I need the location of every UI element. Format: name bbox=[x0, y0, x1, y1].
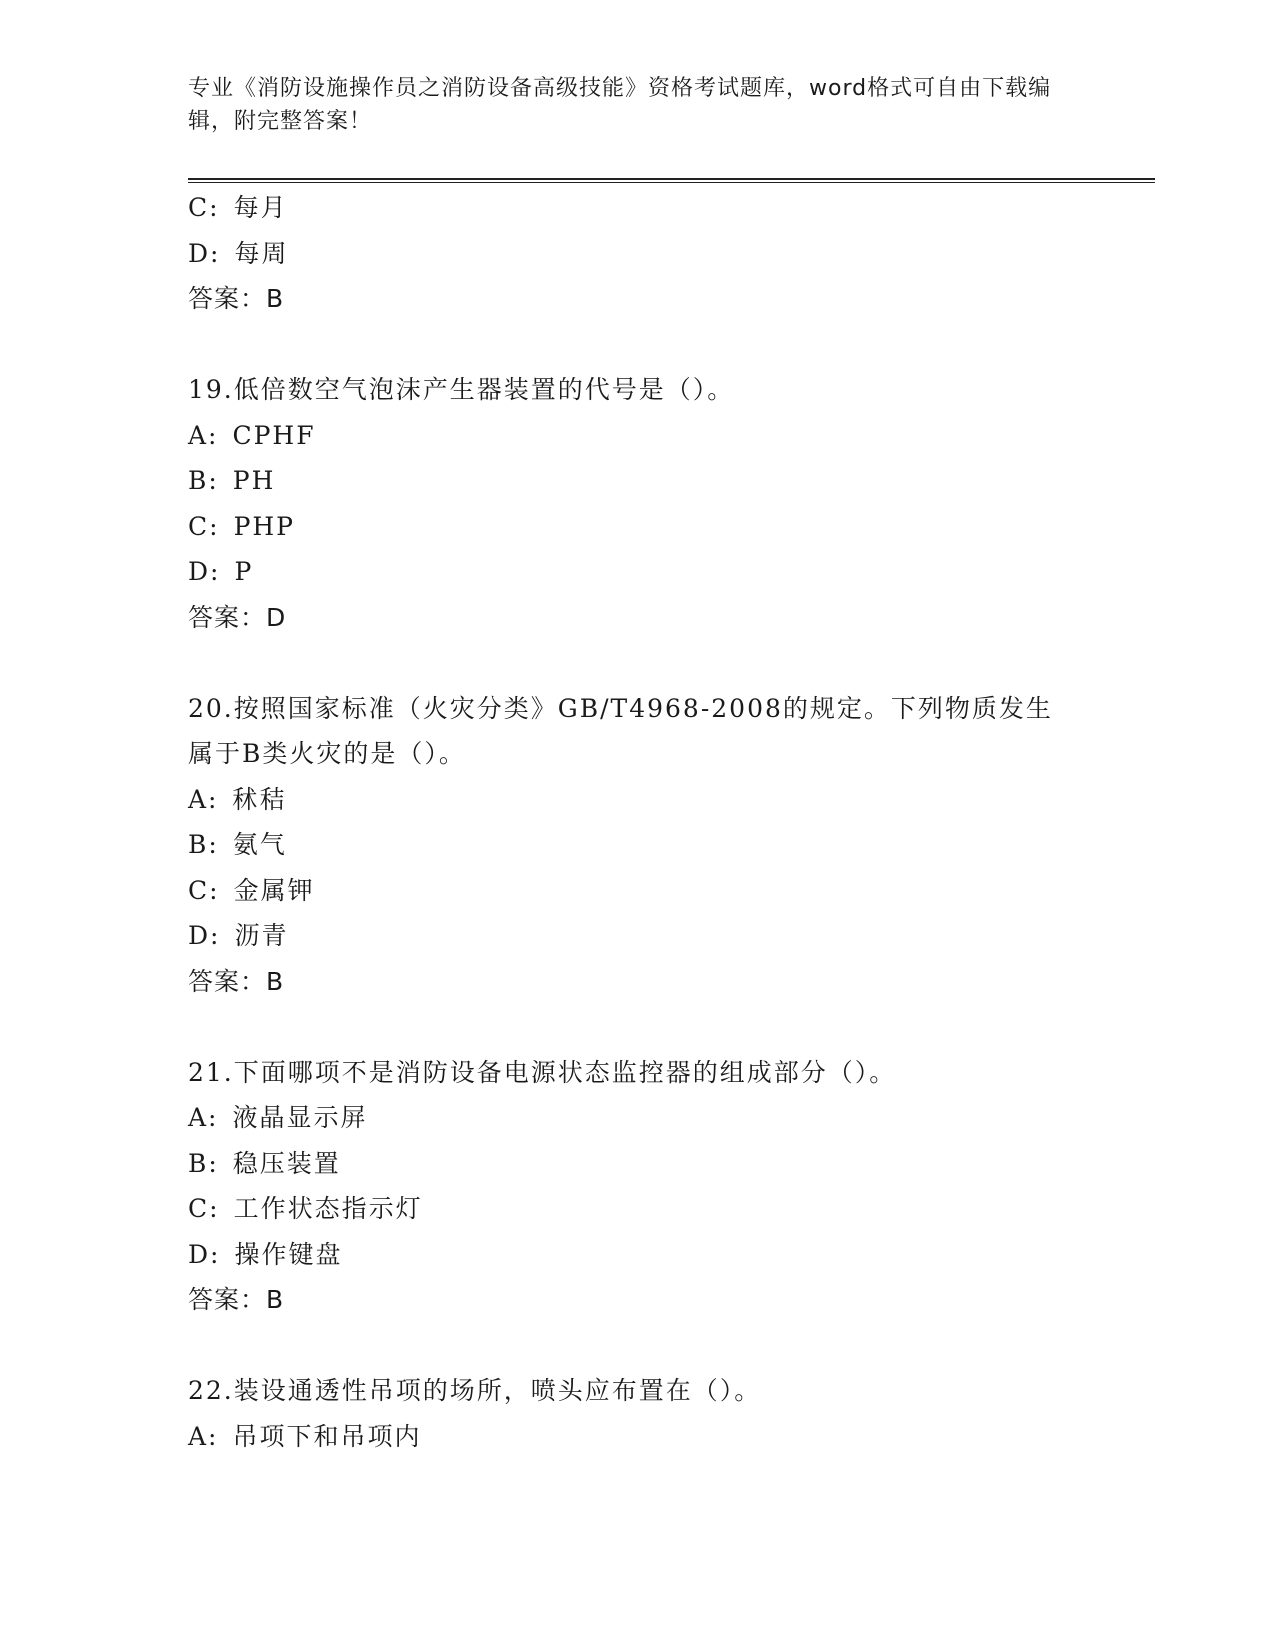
option-letter: A: bbox=[188, 420, 219, 450]
option-d bbox=[188, 913, 1088, 959]
option-letter: B: bbox=[188, 1148, 219, 1178]
option-text: 秫秸 bbox=[232, 784, 287, 814]
option-letter: A: bbox=[188, 784, 219, 814]
answer-line: 答案：B bbox=[188, 966, 285, 996]
option-text: 氨气 bbox=[232, 830, 287, 859]
question-stem: 19.低倍数空气泡沫产生器装置的代号是（）。 bbox=[188, 375, 735, 404]
answer-line: 答案：D bbox=[188, 602, 287, 632]
header-divider bbox=[188, 178, 1155, 183]
spacer bbox=[188, 1004, 1088, 1050]
question-stem: 22.装设通透性吊项的场所，喷头应布置在（）。 bbox=[188, 1376, 762, 1405]
option-letter: B: bbox=[188, 830, 219, 859]
option-text: 每周 bbox=[234, 238, 289, 268]
option-b bbox=[188, 458, 1088, 504]
option-text: 操作键盘 bbox=[234, 1239, 343, 1269]
spacer bbox=[188, 640, 1088, 686]
spacer bbox=[188, 322, 1088, 368]
answer-line: 答案：B bbox=[188, 1285, 285, 1314]
option-c bbox=[188, 185, 1088, 231]
option-letter: B: bbox=[188, 466, 219, 495]
question-stem: 20.按照国家标准（火灾分类》GB/T4968-2008的规定。下列物质发生属于B类火灾的是（）。 bbox=[188, 693, 1053, 768]
option-text: PHP bbox=[233, 511, 296, 541]
option-text: 金属钾 bbox=[233, 875, 315, 905]
option-c bbox=[188, 504, 1088, 550]
option-a bbox=[188, 1095, 1088, 1141]
option-letter: C: bbox=[188, 193, 220, 222]
option-letter: C: bbox=[188, 1194, 220, 1223]
option-letter: D: bbox=[188, 557, 221, 586]
option-text: PH bbox=[232, 466, 276, 495]
option-text: 工作状态指示灯 bbox=[233, 1194, 423, 1223]
option-letter: A: bbox=[188, 1103, 219, 1132]
option-letter: C: bbox=[188, 511, 220, 541]
option-d bbox=[188, 231, 1088, 277]
answer-line: 答案：B bbox=[188, 284, 285, 313]
option-text: 每月 bbox=[233, 193, 288, 222]
option-b bbox=[188, 822, 1088, 868]
option-text: CPHF bbox=[232, 420, 316, 450]
option-a bbox=[188, 1414, 1088, 1460]
option-text: P bbox=[234, 557, 254, 586]
spacer bbox=[188, 1323, 1088, 1369]
option-text: 沥青 bbox=[234, 921, 289, 950]
question-stem: 21.下面哪项不是消防设备电源状态监控器的组成部分（）。 bbox=[188, 1057, 897, 1087]
option-c bbox=[188, 1186, 1088, 1232]
option-letter: D: bbox=[188, 1239, 221, 1269]
option-text: 吊项下和吊项内 bbox=[232, 1421, 422, 1451]
option-letter: D: bbox=[188, 238, 221, 268]
option-a bbox=[188, 777, 1088, 823]
option-text: 液晶显示屏 bbox=[232, 1103, 368, 1132]
option-c bbox=[188, 868, 1088, 914]
option-letter: C: bbox=[188, 875, 220, 905]
option-letter: A: bbox=[188, 1421, 219, 1451]
document-header: 专业《消防设施操作员之消防设备高级技能》资格考试题库，word格式可自由下载编辑，附完整答案！ bbox=[188, 76, 1052, 134]
option-d bbox=[188, 1232, 1088, 1278]
option-letter: D: bbox=[188, 921, 221, 950]
option-b bbox=[188, 1141, 1088, 1187]
option-d bbox=[188, 549, 1088, 595]
option-text: 稳压装置 bbox=[232, 1148, 341, 1178]
option-a bbox=[188, 413, 1088, 459]
question-list bbox=[188, 185, 1088, 1459]
